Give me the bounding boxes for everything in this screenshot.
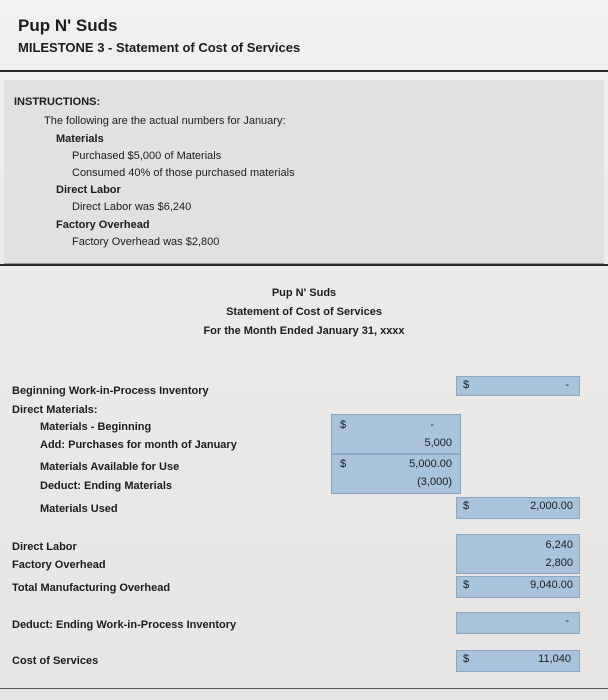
cost-of-services-value: 11,040 — [538, 653, 571, 665]
company-title: Pup N' Suds — [18, 16, 118, 35]
factory-overhead-value: 2,800 — [545, 557, 573, 569]
overhead-heading: Factory Overhead — [56, 219, 150, 231]
materials-used-value: 2,000.00 — [530, 500, 573, 512]
direct-labor-value: 6,240 — [545, 539, 573, 551]
materials-available-label: Materials Available for Use — [40, 461, 180, 473]
beginning-wip-cell[interactable] — [456, 376, 580, 396]
purchases-value: 5,000 — [424, 437, 452, 449]
direct-labor-info: Direct Labor was $6,240 — [72, 201, 192, 213]
direct-materials-label: Direct Materials: — [12, 404, 98, 416]
statement-name: Statement of Cost of Services — [226, 306, 382, 318]
materials-used-sign: $ — [463, 500, 470, 512]
total-mfg-overhead-label: Total Manufacturing Overhead — [12, 582, 171, 594]
materials-available-sign: $ — [340, 458, 347, 470]
materials-purchased: Purchased $5,000 of Materials — [72, 150, 222, 162]
direct-labor-heading: Direct Labor — [56, 184, 121, 196]
ending-wip-label: Deduct: Ending Work-in-Process Inventory — [12, 619, 237, 631]
ending-materials-value: (3,000) — [417, 476, 452, 488]
materials-beginning-label: Materials - Beginning — [40, 421, 152, 433]
bottom-divider — [0, 688, 608, 689]
cost-of-services-cell[interactable] — [456, 650, 580, 672]
instructions-intro: The following are the actual numbers for January: — [44, 115, 286, 127]
ending-wip-cell[interactable] — [456, 612, 580, 634]
factory-overhead-label: Factory Overhead — [12, 559, 106, 571]
beginning-wip-label: Beginning Work-in-Process Inventory — [12, 385, 209, 397]
instructions-divider — [0, 264, 608, 266]
statement-company: Pup N' Suds — [271, 287, 337, 299]
materials-input-cell[interactable] — [331, 414, 461, 454]
cost-of-services-sign: $ — [463, 653, 470, 665]
cost-of-services-label: Cost of Services — [12, 655, 99, 667]
materials-consumed: Consumed 40% of those purchased materials — [72, 167, 295, 179]
total-mfg-overhead-sign: $ — [463, 579, 470, 591]
ending-materials-label: Deduct: Ending Materials — [40, 480, 173, 492]
header-divider — [0, 70, 608, 72]
materials-used-label: Materials Used — [40, 503, 118, 515]
labor-overhead-cell[interactable] — [456, 534, 580, 574]
statement-period: For the Month Ended January 31, xxxx — [203, 325, 405, 337]
direct-labor-label: Direct Labor — [12, 541, 77, 553]
materials-heading: Materials — [56, 133, 104, 145]
materials-beginning-value: - — [430, 419, 434, 431]
materials-beginning-sign: $ — [340, 419, 347, 431]
materials-used-cell[interactable] — [456, 497, 580, 519]
materials-available-value: 5,000.00 — [409, 458, 452, 470]
beginning-wip-value: - — [565, 379, 569, 391]
beginning-wip-sign: $ — [463, 379, 470, 391]
total-mfg-overhead-value: 9,040.00 — [530, 579, 573, 591]
overhead-info: Factory Overhead was $2,800 — [72, 236, 220, 248]
ending-wip-value: - — [565, 615, 569, 627]
materials-available-cell[interactable] — [331, 454, 461, 494]
total-mfg-overhead-cell[interactable] — [456, 576, 580, 598]
instructions-heading: INSTRUCTIONS: — [14, 96, 101, 108]
milestone-subtitle: MILESTONE 3 - Statement of Cost of Services — [18, 40, 301, 55]
purchases-label: Add: Purchases for month of January — [40, 439, 237, 451]
